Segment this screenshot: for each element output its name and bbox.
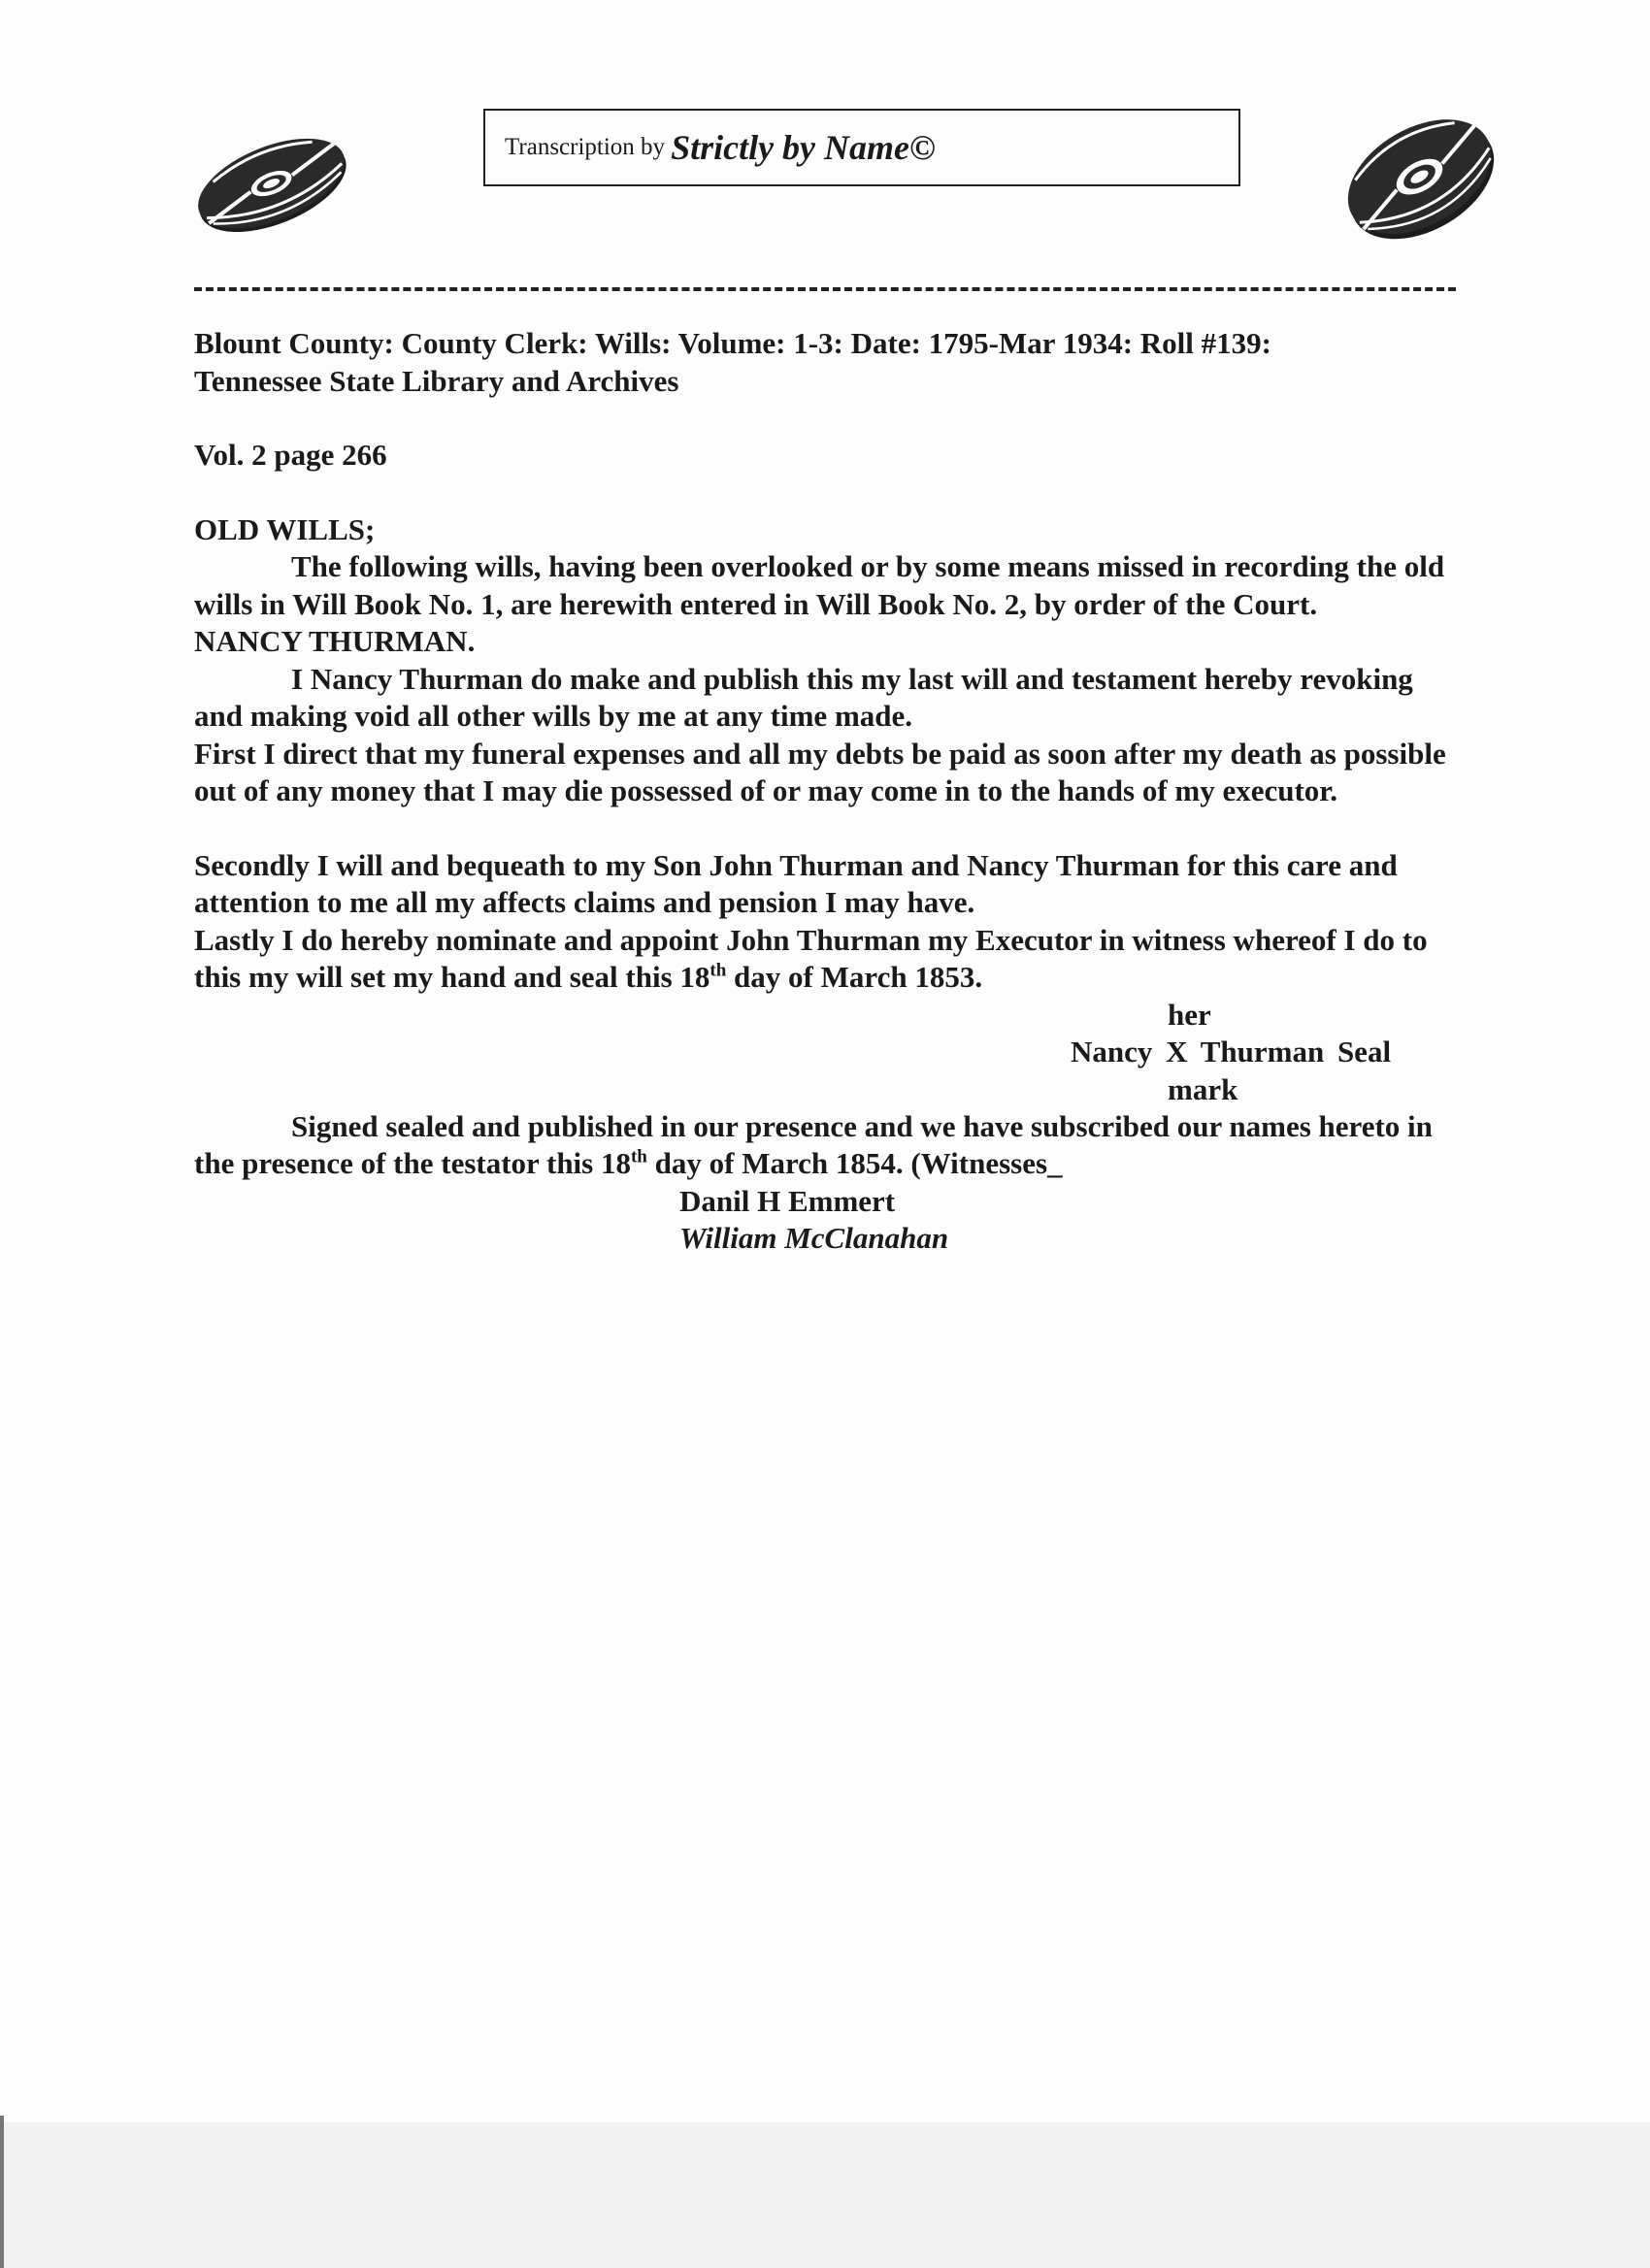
disc-icon <box>189 131 354 238</box>
signature-mark: mark <box>1168 1071 1238 1106</box>
transcription-header <box>483 109 1240 186</box>
disc-icon <box>1337 105 1502 250</box>
scan-edge <box>0 2116 4 2268</box>
source-line-1: Blount County: County Clerk: Wills: Volume: 1-3: Date: 1795-Mar 1934: Roll #139: <box>194 326 1271 360</box>
signature-block <box>194 997 1466 1108</box>
will-paragraph-3: Secondly I will and bequeath to my Son John Thurman and Nancy Thurman for this care and attention to me all my affects claims and pension I may have. <box>194 847 1398 919</box>
header-prefix: Transcription by <box>505 134 666 160</box>
will-paragraph-4: Lastly I do hereby nominate and appoint John Thurman my Executor in witness whereof I do to this my will set my hand and seal this 18th day of March 1853. <box>194 922 1428 994</box>
source-line-2: Tennessee State Library and Archives <box>194 363 679 398</box>
witness-2: William McClanahan <box>679 1221 949 1255</box>
will-paragraph-2: First I direct that my funeral expenses and all my debts be paid as soon after my death as possible out of any money that I may die possessed of or may come in to the hands of my executor. <box>194 736 1446 807</box>
header-brand: Strictly by Name© <box>671 128 936 167</box>
scan-bottom-margin <box>0 2122 1650 2268</box>
signature-her: her <box>1168 997 1211 1032</box>
document-body <box>194 325 1466 1258</box>
attestation: Signed sealed and published in our presence and we have subscribed our names hereto in the presence of the testator this 18th day of March 1854. (Witnesses_ <box>194 1108 1433 1180</box>
dashed-divider <box>194 287 1456 291</box>
witness-1: Danil H Emmert <box>679 1183 896 1218</box>
will-name: NANCY THURMAN. <box>194 624 476 658</box>
section-heading: OLD WILLS; <box>194 511 376 546</box>
will-paragraph-1: I Nancy Thurman do make and publish this my last will and testament hereby revoking and making void all other wills by me at any time made. <box>194 661 1413 733</box>
intro-paragraph: The following wills, having been overlooked or by some means missed in recording the old wills in Will Book No. 1, are herewith entered in Will Book No. 2, by order of the Court. <box>194 549 1445 621</box>
signature-line: Nancy X Thurman Seal <box>1071 1034 1392 1068</box>
volume-reference: Vol. 2 page 266 <box>194 438 387 472</box>
